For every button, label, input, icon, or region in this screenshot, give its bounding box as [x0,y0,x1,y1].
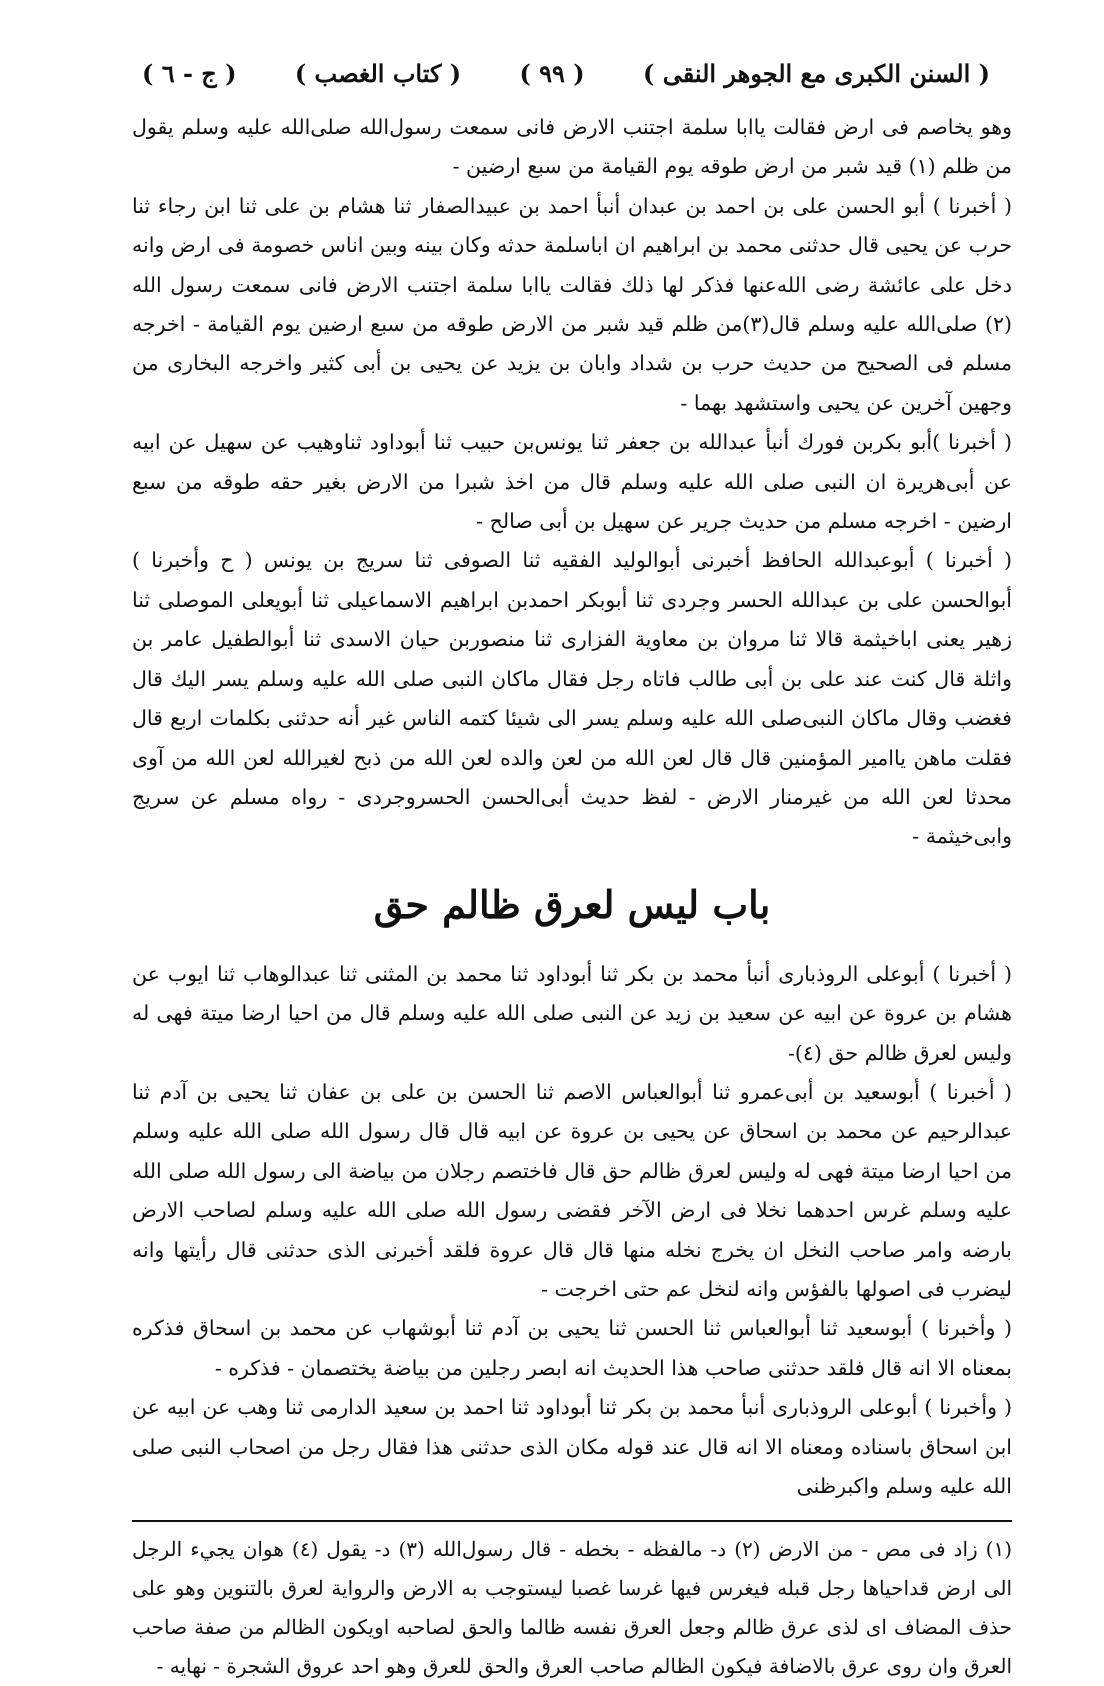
paragraph: ( أخبرنا )أبو بكربن فورك أنبأ عبدالله بن جعفر ثنا يونس‌بن حبيب ثنا أبوداود ثناوهيب عن سهيل عن ابيه عن أبى‌هريرة ان النبى صلى الله عليه وسلم قال من اخذ شبرا من الارض بغير حقه طوقه من سبع ارضين - اخرجه مسلم من حديث جرير عن سهيل بن أبى صالح - [132,430,1012,534]
section-heading: باب ليس لعرق ظالم حق [373,881,771,927]
running-header [132,50,1012,96]
paragraph: ( أخبرنا ) أبوعلى الروذبارى أنبأ محمد بن بكر ثنا أبوداود ثنا محمد بن المثنى ثنا عبدالوهاب ثنا ايوب عن هشام بن عروة عن ابيه عن سعيد بن زيد عن النبى صلى الله عليه وسلم قال من احيا ارضا ميتة فهى له وليس لعرق ظالم حق (٤)- [132,961,1012,1065]
footnotes [132,1530,1012,1686]
paragraph: ( وأخبرنا ) أبوسعيد ثنا أبوالعباس ثنا الحسن ثنا يحيى بن آدم ثنا أبوشهاب عن محمد بن اسحاق فذكره بمعناه الا انه قال فلقد حدثنى صاحب هذا الحديث انه ابصر رجلين من بياضة يختصمان - فذكره - [132,1316,1012,1380]
footnote-text: (١) زاد فى مص - من الارض (٢) د- مالفظه - بخطه - قال رسول‌الله (٣) د- يقول (٤) هوان يجيء الرجل الى ارض قداحياها رجل قبله فيغرس فيها غرسا غصبا ليستوجب به الارض والرواية لعرق بالتنوين وهو على حذف المضاف اى لذى عرق ظالم وجعل العرق نفسه ظالما والحق لصاحبه اويكون الظالم من صفة صاحب العرق وان روى عرق بالاضافة فيكون الظالم صاحب العرق والحق للعرق وهو احد عروق الشجرة - نهايه - [132,1537,1013,1679]
book-page [132,50,1012,1686]
paragraph: ( أخبرنا ) أبوعبدالله الحافظ أخبرنى أبوالوليد الفقيه ثنا الصوفى ثنا سريج بن يونس ( ح وأخبرنا ) أبوالحسن على بن عبدالله الحسر وجردى ثنا أبوبكر احمدبن ابراهيم الاسماعيلى ثنا أبويعلى الموصلى ثنا زهير يعنى اباخيثمة قالا ثنا مروان بن معاوية الفزارى ثنا منصوربن حيان الاسدى ثنا أبوالطفيل عامر بن واثلة قال كنت عند على بن أبى طالب فاتاه رجل فقال ماكان النبى صلى الله عليه وسلم يسر اليك قال فغضب وقال ماكان النبى‌صلى الله عليه وسلم يسر الى شيئا كتمه الناس غير أنه حدثنى بكلمات اربع قال فقلت ماهن ياامير المؤمنين قال قال لعن الله من لعن والده لعن الله من ذبح لغيرالله لعن الله من آوى محدثا لعن الله من غيرمنار الارض - لفظ حديث أبى‌الحسن الحسروجردى - رواه مسلم عن سريج وابى‌خيثمة - [132,548,1012,849]
header-chapter: ( كتاب الغصب ) [294,58,462,88]
header-page-number: ( ٩٩ ) [519,58,585,88]
main-text-after-heading [132,955,1012,1507]
header-book-title: ( السنن الكبرى مع الجوهر النقى ) [642,58,990,88]
paragraph: وهو يخاصم فى ارض فقالت ياابا سلمة اجتنب الارض فانى سمعت رسول‌الله صلى‌الله عليه وسلم يقول من ظلم (١) قيد شبر من ارض طوقه يوم القيامة من سبع ارضين - [132,115,1012,179]
paragraph: ( وأخبرنا ) أبوعلى الروذبارى أنبأ محمد بن بكر ثنا أبوداود ثنا احمد بن سعيد الدارمى ثنا وهب عن ابيه عن ابن اسحاق باسناده ومعناه الا انه قال عند قوله مكان الذى حدثنى هذا فقال رجل من اصحاب النبى صلى الله عليه وسلم واكبرظنى [132,1395,1012,1498]
paragraph: ( أخبرنا ) أبو الحسن على بن احمد بن عبدان أنبأ احمد بن عبيدالصفار ثنا هشام بن على ثنا ابن رجاء ثنا حرب عن يحيى قال حدثنى محمد بن ابراهيم ان اباسلمة حدثه وكان بينه وبين اناس خصومة فى ارض وانه دخل على عائشة رضى الله‌عنها فذكر لها ذلك فقالت ياابا سلمة اجتنب الارض فانى سمعت رسول الله (٢) صلى‌الله عليه وسلم قال(٣)من ظلم قيد شبر من الارض طوقه من سبع ارضين يوم القيامة - اخرجه مسلم فى الصحيح من حديث حرب بن شداد وابان بن يزيد عن يحيى بن أبى كثير واخرجه البخارى من وجهين آخرين عن يحيى واستشهد بهما - [132,193,1013,415]
header-volume: ( ج - ٦ ) [142,58,237,88]
footnote-divider [132,1520,1012,1522]
paragraph: ( أخبرنا ) أبوسعيد بن أبى‌عمرو ثنا أبوالعباس الاصم ثنا الحسن بن على بن عفان ثنا يحيى بن آدم ثنا عبدالرحيم عن محمد بن اسحاق عن يحيى بن عروة عن ابيه قال قال رسول الله صلى الله عليه وسلم من احيا ارضا ميتة فهى له وليس لعرق ظالم حق قال فاختصم رجلان من بياضة الى رسول الله صلى الله عليه وسلم غرس احدهما نخلا فى ارض الآخر فقضى رسول الله صلى الله عليه وسلم لصاحب الارض بارضه وامر صاحب النخل ان يخرج نخله منها قال قال عروة فلقد أخبرنى الذى حدثنى قال رأيتها وانه ليضرب فى اصولها بالفؤس وانه لنخل عم حتى اخرجت - [132,1079,1012,1301]
main-text-before-heading [132,108,1012,857]
